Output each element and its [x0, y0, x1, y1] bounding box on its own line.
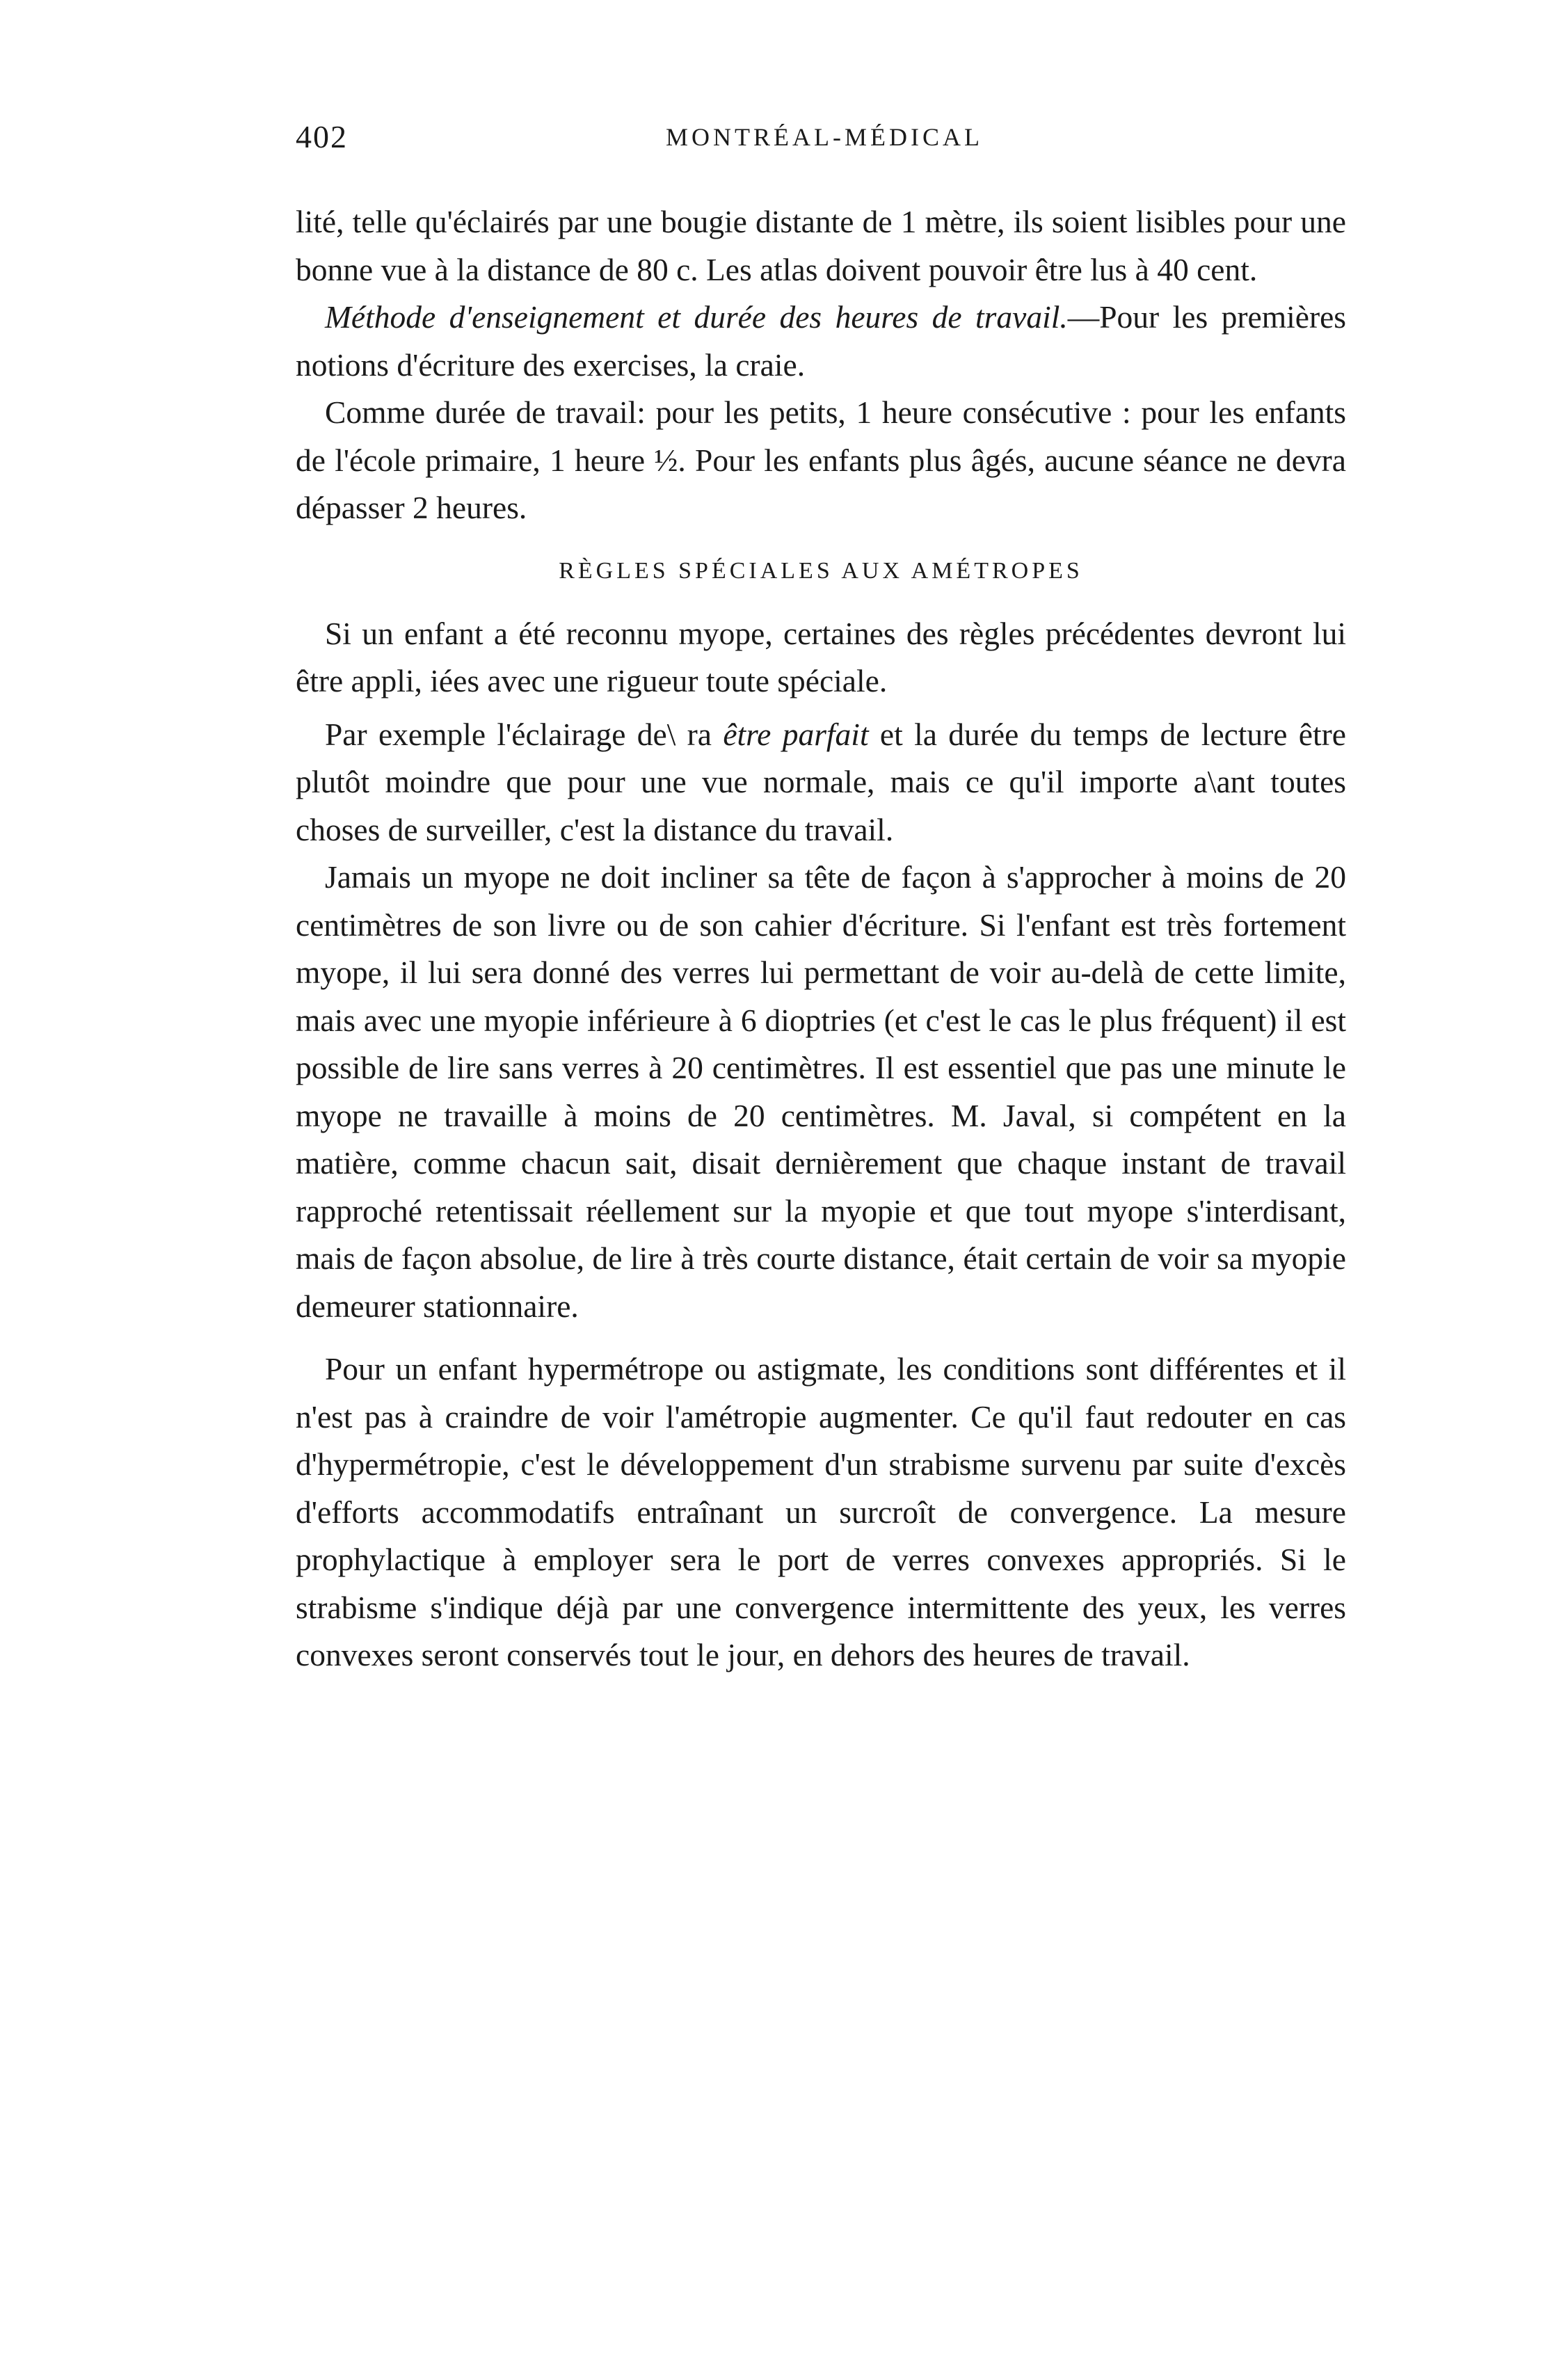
- paragraph-myope-intro: Si un enfant a été reconnu myope, certaines des règles précédentes devront lui être appli, iées avec une rigueur toute spéciale.: [296, 615, 1346, 698]
- example-text-a: Par exemple l'éclairage de\ ra: [325, 716, 723, 752]
- method-heading-italic: Méthode d'enseignement et durée des heures de travail.: [325, 299, 1068, 335]
- example-italic: être parfait: [723, 716, 869, 752]
- example-text-b: et la durée du temps de lecture être plutôt moindre que pour une vue normale, mais ce qu'il importe a\ant toutes choses de surveiller, c'est la distance du travail.: [296, 716, 1346, 847]
- paragraph-example: [296, 711, 1346, 854]
- body-text: [296, 198, 1346, 1679]
- paragraph-gap: [296, 1330, 1346, 1345]
- journal-title: MONTRÉAL-MÉDICAL: [666, 123, 983, 151]
- section-heading: RÈGLES SPÉCIALES AUX AMÉTROPES: [559, 557, 1083, 584]
- paragraph-gap: [296, 705, 1346, 711]
- page-number: 402: [296, 119, 348, 154]
- method-text: —Pour les premières notions d'écriture des exercises, la craie.: [296, 299, 1346, 383]
- paragraph-method: [296, 294, 1346, 389]
- paragraph-duration: Comme durée de travail: pour les petits, 1 heure consécutive : pour les enfants de l'école primaire, 1 heure ½. Pour les enfants plus âgés, aucune séance ne devra dépasser 2 heures.: [296, 394, 1346, 525]
- paragraph-hypermetrope: Pour un enfant hypermétrope ou astigmate, les conditions sont différentes et il n'est pas à craindre de voir l'amétropie augmenter. Ce qu'il faut redouter en cas d'hypermétropie, c'est le développement d'un strabisme survenu par suite d'excès d'efforts accommodatifs entraînant un surcroît de convergence. La mesure prophylactique à employer sera le port de verres convexes appropriés. Si le strabisme s'indique déjà par une convergence intermittente des yeux, les verres convexes seront conservés tout le jour, en dehors des heures de travail.: [296, 1351, 1346, 1672]
- running-head: [296, 118, 1353, 160]
- paragraph-continued: lité, telle qu'éclairés par une bougie distante de 1 mètre, ils soient lisibles pour une bonne vue à la distance de 80 c. Les atlas doivent pouvoir être lus à 40 cent.: [296, 204, 1346, 287]
- paragraph-jamais: Jamais un myope ne doit incliner sa tête de façon à s'approcher à moins de 20 centimètres de son livre ou de son cahier d'écriture. Si l'enfant est très fortement myope, il lui sera donné des verres lui permettant de voir au-delà de cette limite, mais avec une myopie inférieure à 6 dioptries (et c'est le cas le plus fréquent) il est possible de lire sans verres à 20 centimètres. Il est essentiel que pas une minute le myope ne travaille à moins de 20 centimètres. M. Javal, si compétent en la matière, comme chacun sait, disait dernièrement que chaque instant de travail rapproché retentissait réellement sur la myopie et que tout myope s'interdisant, mais de façon absolue, de lire à très courte distance, était certain de voir sa myopie demeurer stationnaire.: [296, 859, 1346, 1324]
